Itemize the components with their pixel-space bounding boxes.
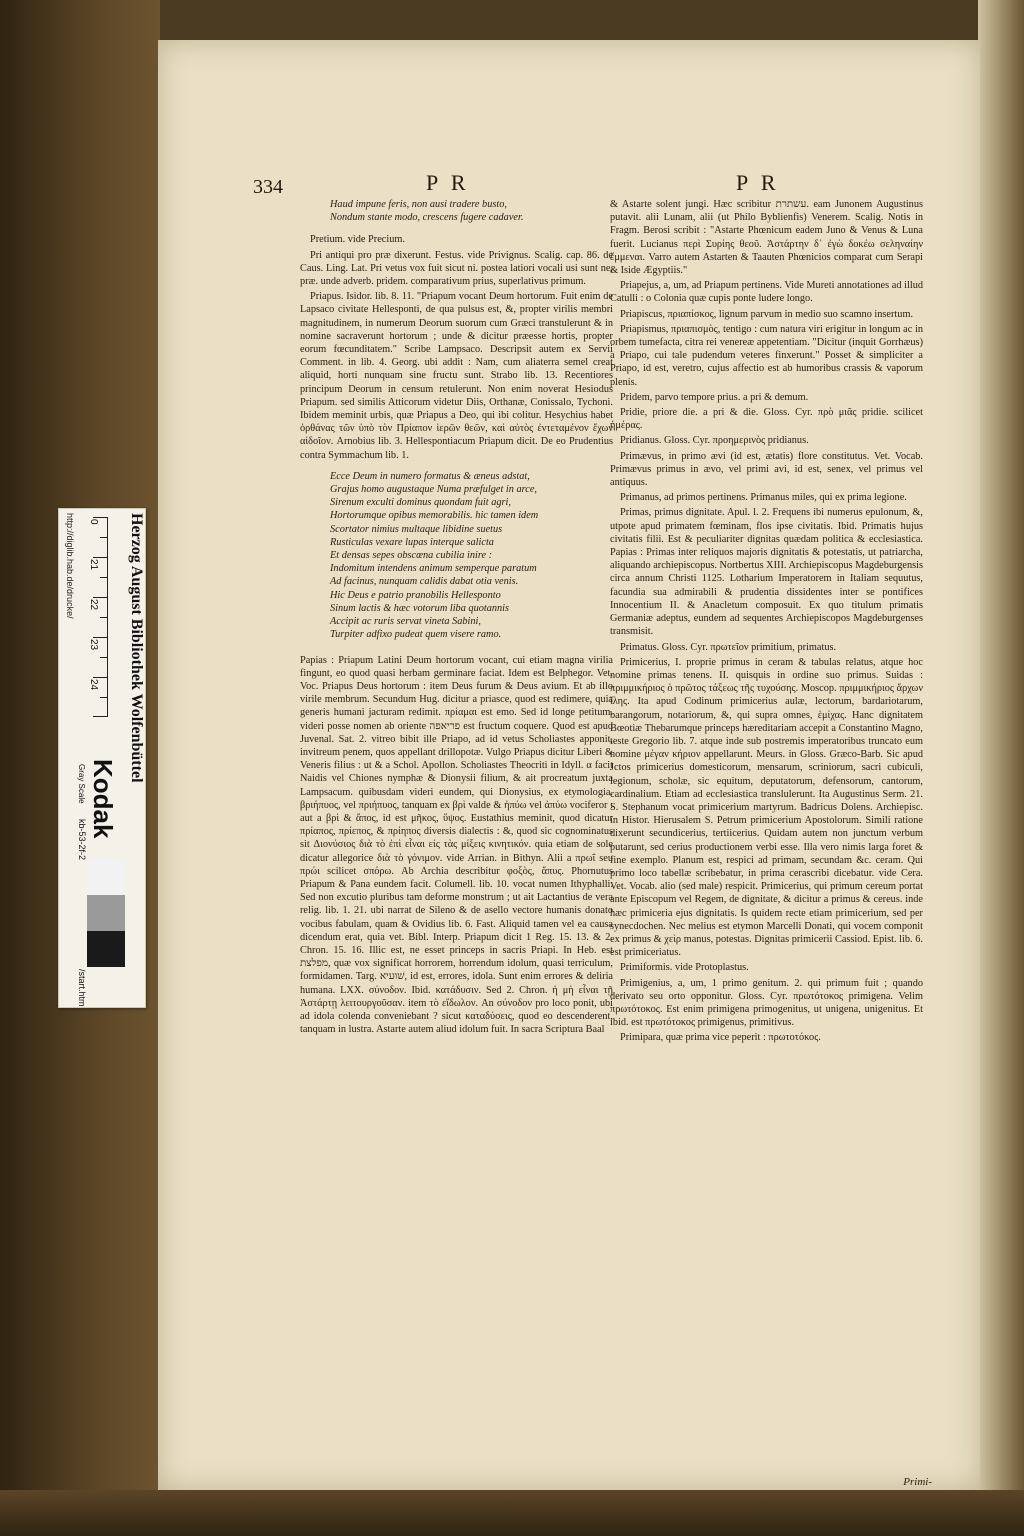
verse-line: Scortator nimius multaque libidine suetus xyxy=(330,523,503,535)
right-column xyxy=(610,198,923,1473)
entry-paragraph: Pridianus. Gloss. Cyr. προημερινὸς pridianus. xyxy=(620,435,809,447)
scan-background-bottom xyxy=(0,1490,1024,1536)
verse-line: Accipit ac ruris servat vineta Sabini, xyxy=(330,616,481,628)
entry-paragraph: Primatus. Gloss. Cyr. πρωτεῖον primitium, primatus. xyxy=(620,641,837,653)
color-calibration-card xyxy=(58,508,146,1008)
verse-line: Turpiter adfixo pudeat quem visere ramo. xyxy=(330,629,502,641)
verse-line: Ad facinus, nunquam calidis dabat otia venis. xyxy=(330,576,519,588)
catchword: Primi- xyxy=(903,1476,932,1488)
running-head-right: P R xyxy=(736,170,780,195)
library-name: Herzog August Bibliothek Wolfenbüttel xyxy=(128,513,145,783)
verse-line: Rusticulas vexare lupas interque salicta xyxy=(330,536,494,548)
verse-line: Nondum stante modo, crescens fugere cadaver. xyxy=(330,212,524,224)
ruler-number: 22 xyxy=(88,599,99,611)
entry-paragraph: Priapus. Isidor. lib. 8. 11. "Priapum vocant Deum hortorum. Fuit enim de Lapsaco civitate Hellesponti, de qua pulsus est, &, propter virilis membri magnitudinem, in numerum Deorum suorum cum Græci transtulerunt & in nomine sacraverunt hortorum ; unde & dicitur præesse hortis, propter eorum fœcunditatem." Scribe Lampsaco. Descripsit autem ex Servii Comment. in lib. 4. Georg. ubi addit : Nam, cum aliaterra semel creat aliquid, horti nunquam sine fructu sunt. Strabo lib. 13. Recentiores principum Deorum in censum retulerunt. Non enim noverat Hesiodus Priapum. sed similis Atticorum videtur Diis, Orthanæ, Conissalo, Tychoni. Ibidem meminit urbis, quæ Priapus a Deo, qui ibi colitur. Hesychius habet ὀρθάνας τῶν ὑπὸ τὸν Πρίαπον ἱερῶν θεῶν, καὶ αὐτὸς ἐντεταμένον ἔχων αἰδοῖον. Arnobius lib. 3. Hellespontiacum Priapum dicit. De eo Prudentius contra Symmachum lib. 1. xyxy=(300,291,613,461)
page-number: 334 xyxy=(253,176,283,198)
running-head xyxy=(158,170,980,200)
ruler-number: 0 xyxy=(88,519,99,525)
ruler-number: 24 xyxy=(88,679,99,691)
entry-paragraph: Priapismus, πριαπισμὸς, tentigo : cum natura viri erigitur in longum ac in orbem tumefacta, citra rei venereæ appetentiam. "Dicitur (inquit Gorrhæus) a Priapo, cui tale pudendum veteres finxerunt." Posset & simpliciter a Priapo, id est, veretro, cujus affectio est ab humoribus crassis & vaporum plenis. xyxy=(610,323,923,388)
start-file-label: /start.htm xyxy=(77,969,87,1007)
gray-patch-white xyxy=(87,859,125,895)
item-id: kb-53-2f-2 xyxy=(77,819,87,861)
verse-line: Indomitum intendens animum semperque paratum xyxy=(330,563,537,575)
entry-paragraph: Primævus, in primo ævi (id est, ætatis) flore constitutus. Vet. Vocab. Primævus primus in ævo, vel primi avi, id est, senex, vel primus vel antiquus. xyxy=(610,450,923,489)
entry-paragraph: Pridem, parvo tempore prius. a pri & demum. xyxy=(620,391,809,403)
verse-line: Sinum lactis & hæc votorum liba quotannis xyxy=(330,602,510,614)
measurement-ruler xyxy=(79,517,108,717)
library-url: http://diglib.hab.de/drucke/ xyxy=(65,513,75,619)
ruler-number: 21 xyxy=(88,559,99,571)
entry-paragraph: & Astarte solent jungi. Hæc scribitur עשתרת. eam Junonem Augustinus putavit. alii Lunam, alii (ut Philo Byblienfis) Venerem. Scalig. Notis in Fragm. Berosi scribit : "Astarte Phœnicum eadem Juno & Venus & Luna fuerit. Lucianus περὶ Συρίης θεοῦ. Ἀστάρτην δ᾽ ἐγὼ δοκέω σεληναίην ἔμμεναι. Varro autem Astarten & Taauten Phœnicios comparat cum Serapi & Iside Ægyptiis." xyxy=(610,199,923,277)
entry-paragraph: Pretium. vide Precium. xyxy=(310,234,405,246)
entry-paragraph: Primiformis. vide Protoplastus. xyxy=(620,962,749,974)
scan-background-right xyxy=(978,0,1024,1536)
left-column xyxy=(300,198,613,1473)
gray-patch-mid xyxy=(87,895,125,931)
entry-paragraph: Papias : Priapum Latini Deum hortorum vocant, cui etiam magna virilia fingunt, eo quod quasi herbam germinare faciat. Idem est Belphegor. Vet. Voc. Priapus Deus hortorum : item Deus furum & Deus avium. Et ab illo virile membrum. Secundum Hug. dicitur a priasce, quod est redimere, quia generis humani jacturam redimit. πρίαμαι est emo. Sed id longe petitum. videri posse nomen ab oriente פריאפה est fructum coquere. Quod est apud Juvenal. Sat. 2. vitreo bibit ille Priapo, ad id vetus Scholiastes apponit, invitreum penem, quos appellant drillopotæ. Vulgo Priapus dicitur Liberi & Veneris filius : ut & a Schol. Apollon. Scholiastes Theocriti in Idyll. α facit Naidis vel Chiones nymphæ & Dionysii filium, & ait procreatum juxta Lampsacum. quibusdam videri eundem, qui Dionysius, ex etymologia. βριήπυος, vel πριήπυος, tanquam ex βρὶ valde & ἠπύω vel ἀπύω vociferor : aut a βρὶ & ἄπος, id est μῆκος, ὕψος. Eustathius meminit, quod dicatur πρίαπος, πρίεπος, & πρίηπος diversis dialectis : &, quod sic cognominatus sit Διονύσιος διὰ τὸ ἐπὶ εἶναι εἰς τὰς μίξεις κινητικόν. quia etiam de sole dicatur allegorice διὰ τὸ γόνιμον. vide Arrian. in Bithyn. Alii a πρωΐ seu πρώι scilicet σπόρω. Ab Archia describitur φοξὸς, ἄπυς. Phornutus Priapum & Pana eundem facit. Columell. lib. 10. vocat numen Ithyphalli. Sed non excutio pluribus tam deforme monstrum ; ut ait Lactantius de vera relig. lib. 1. 21. ubi narrat de Sileno & de asello vectore humanis donato vocibus fabulam, quam & Ovidius lib. 6. Fast. Aliquid tamen vel ea causa dicendum erat, quia vet. Bibl. Interp. Priapum dicit 1 Reg. 15. 13. & 2. Chron. 15. 16. Illic est, ne esset princeps in sacris Priapi. In Heb. est מפלצת, quæ vox significat horrorem, horrendum idolum, quasi terriculum, formidamen. Targ. שׁוּעיא, id est, errores, idola. Sunt enim errores & deliria humana. LXX. σύνοδον. Ibid. κατάδυσιν. Sed 2. Chron. ἡ μὴ εἶναι τῇ Ἀστάρτῃ λειτουργοῦσαν. item τὸ εἴδωλον. An σύνοδον pro loco ponit, ubi ad idola colenda conveniebant ? sicut καταδύσεις, quod eo descenderent, tanquam in lustra. Astarte autem aliud idolum fuit. In sacra Scriptura Baal xyxy=(300,654,613,1036)
verse-line: Hortorumque opibus memorabilis. hic tamen idem xyxy=(330,510,539,522)
running-head-left: P R xyxy=(426,170,470,195)
verse-line: Haud impune feris, non ausi tradere busto, xyxy=(330,199,507,210)
entry-paragraph: Pridie, priore die. a pri & die. Gloss. Cyr. πρὸ μιᾶς pridie. scilicet ἡμέρας. xyxy=(610,407,923,432)
entry-paragraph: Priapiscus, πριαπίσκος, lignum parvum in medio suo scamno insertum. xyxy=(620,308,914,320)
entry-paragraph: Priapejus, a, um, ad Priapum pertinens. Vide Mureti annotationes ad illud Catulli : o Colonia quæ cupis ponte ludere longo. xyxy=(610,280,923,305)
entry-paragraph: Primipara, quæ prima vice peperit : πρωτοτόκος. xyxy=(620,1032,821,1044)
entry-paragraph: Primigenius, a, um, 1 primo genitum. 2. qui primum fuit ; quando derivato seu orto opponitur. Gloss. Cyr. πρωτότοκος primigena. Velim πρωτότοκος. Est enim primigena primogenitus, ut unigena, unigenitus. Et ibid. est πρωτότοκος primigenus, primitivus. xyxy=(610,977,923,1029)
verse-block xyxy=(300,470,613,642)
gray-patch-black xyxy=(87,931,125,967)
entry-paragraph: Primicerius, I. proprie primus in ceram & tabulas relatus, atque hoc nomine primas tenens. II. quisquis in ordine suo primus. Suidas : πριμμικήριος ὁ πρῶτος τάξεως τῆς τυχούσης. Moscop. πριμμικήριος ἄρχων ἴλης. Ita apud Codinum primicerius aulæ, lectorum, bardariotarum, barangorum, notariorum, &, qui supra omnes, ἑμίχας. Hanc dignitatem Bœotiæ Thebarumque princeps hæreditariam accepit a Constantino Magno, teste Gregorio lib. 7. atque inde sub postremis imperatoribus truncato eum nomine μέγαν κήριον appellarunt. Meurs. in Gloss. Græco-Barb. Sic apud Jctos primicerius domesticorum, mensarum, scriniorum, sacri cubiculi, legionum, scholæ, sic equitum, deputatorum, defensorum, cantorum, cardinalium. Etiam ad ecclesiastica translulerunt. Ita Augustinus Serm. 21. S. Stephanum vocat primicerium martyrum. Badricus Dolens. Archiepisc. in Histor. Hierusalem S. Petrum primicerium Apostolorum. Simili ratione dixerunt secundicerius, tertiicerius. Quidam autem non junctum verbum putarunt, sed cerius productionem verbi esse. Illa vero nimis larga foret & fine exemplo. Planum est, respici ad primam, secundam &c. ceram. Qui primo loco tabellæ scribebatur, in prima cerascribi dicebatur. vide Cera. Vet. Vocab. alio (sed male) respicit. Primicerius, qui primum cereum portat ante Episcopum vel Regem, de dignitate, & dicitur a primus & cereus. inde hæc primiceria ejus dignitatis. Is quidem recte etiam primicerium, sed per synecdochen. Nec melius est etymon Marcelli Donati, qui vocem componit ex primus & χεὶρ manus, potestas. Dignitas primicerii Cassiod. Epist. lib. 6. est primiceriatus. xyxy=(610,656,923,959)
verse-line: Hic Deus e patrio pranobilis Hellesponto xyxy=(330,589,501,601)
entry-paragraph: Pri antiqui pro præ dixerunt. Festus. vide Privignus. Scalig. cap. 86. de Caus. Ling. Lat. Pri vetus vox fuit sicut ni. postea latiori vocali usi sunt ne, præ. unde adverb. pridem. comparativum prius, superlativus primum. xyxy=(300,249,613,288)
verse-line: Ecce Deum in numero formatus & æneus adstat, xyxy=(330,470,530,482)
entry-paragraph: Primanus, ad primos pertinens. Primanus miles, qui ex prima legione. xyxy=(620,492,907,504)
verse-line: Grajus homo augustaque Numa præfulget in arce, xyxy=(330,484,537,496)
book-page xyxy=(158,40,980,1490)
kodak-logo: Kodak xyxy=(88,759,118,839)
gray-scale-label: Gray Scale xyxy=(77,764,86,804)
ruler-number: 23 xyxy=(88,639,99,651)
verse-line: Et densas sepes obscœna cubilia inire : xyxy=(330,550,493,562)
verse-line: Sirenum exculti dominus quondam fuit agri, xyxy=(330,497,511,509)
entry-paragraph: Primas, primus dignitate. Apul. l. 2. Frequens ibi numerus epulonum, &, utpote apud primatem fœminam, flos ipse civitatis. Ibid. Primatis hujus civitatis filii. Est & peculiariter dignitas quædam politica & ecclesiastica. Papias : Primas inter reliquos majoris dignitatis & potestatis, ut patriarcha, aliquando archiepiscopus. Nortbertus XIII. Archiepiscopus Magdeburgensis circa annum Christi 1125. Lotharium Imperatorem in Italiam sequutus, facundia sua admirabili & prudentia dissidentes inter se pontifices Innocentium II. & Anacletum composuit. Ex quo titulum primatis Germaniæ adeptus, eundem ad sequentes Archiepiscopos Magdeburgenses transmisit. xyxy=(610,507,923,638)
